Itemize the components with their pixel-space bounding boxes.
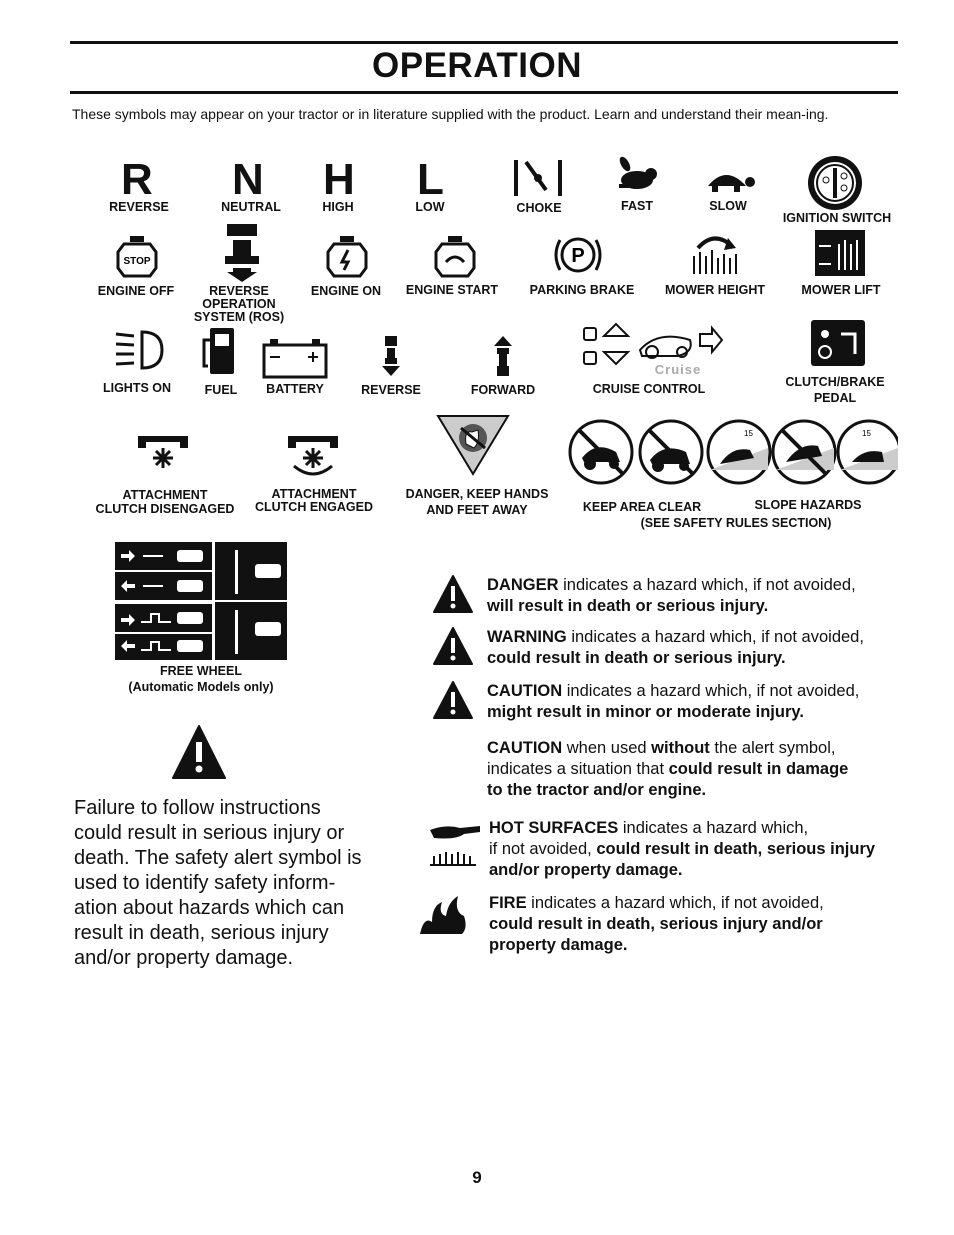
engine-off-label: ENGINE OFF	[97, 284, 175, 298]
attachment-engaged-label-1: ATTACHMENT	[271, 487, 357, 501]
safety-alert-icon	[171, 724, 227, 780]
rabbit-fast-icon	[613, 156, 661, 194]
attachment-clutch-engaged-icon	[284, 432, 342, 480]
mower-lift-label: MOWER LIFT	[801, 283, 881, 297]
engine-on-icon	[326, 234, 368, 280]
page-number: 9	[472, 1168, 482, 1187]
choke-icon	[512, 158, 566, 198]
fire-icon	[418, 894, 468, 936]
neutral-label: NEUTRAL	[221, 200, 281, 214]
warning-alert-icon	[432, 626, 474, 666]
danger-note: DANGER indicates a hazard which, if not avoided, will result in death or serious injury.	[487, 576, 856, 615]
ros-icon	[223, 220, 261, 284]
reverse-label: REVERSE	[109, 200, 169, 214]
free-wheel-label-2: (Automatic Models only)	[128, 680, 274, 694]
hot-surfaces-note: HOT SURFACES indicates a hazard which, if not avoided, could result in death, serious injury and/or property damage.	[489, 819, 876, 879]
fuel-icon	[200, 326, 240, 376]
ignition-switch-icon	[806, 154, 864, 212]
intro-text: These symbols may appear on your tractor or in literature supplied with the product. Learn and understand their mean-ing.	[72, 106, 829, 122]
battery-label: BATTERY	[266, 382, 324, 396]
parking-brake-label: PARKING BRAKE	[529, 283, 635, 297]
low-label: LOW	[415, 200, 445, 214]
cruise-control-label: CRUISE CONTROL	[592, 382, 706, 396]
svg-text:P: P	[571, 245, 585, 267]
warning-paragraph: Failure to follow instructions could result in serious injury or death. The safety alert symbol is used to identify safety inform-ation about hazards which can result in death, serious injury and/or property damage.	[74, 797, 362, 969]
slope-num-1: 15	[744, 429, 753, 438]
mower-height-label: MOWER HEIGHT	[665, 283, 765, 297]
page-title: OPERATION	[372, 46, 582, 85]
engine-start-label: ENGINE START	[405, 283, 499, 297]
reverse-arrow-label: REVERSE	[361, 383, 421, 397]
cruise-control-icon	[578, 322, 724, 378]
hot-surface-icon	[426, 822, 482, 868]
warning-note: WARNING indicates a hazard which, if not avoided, could result in death or serious injury.	[487, 628, 864, 667]
stop-text: STOP	[123, 256, 151, 267]
ros-label-3: SYSTEM (ROS)	[193, 310, 285, 324]
caution-no-symbol-note: CAUTION when used without the alert symbol, indicates a situation that could result in damage to the tractor and/or engine.	[487, 739, 849, 799]
danger-alert-icon	[432, 574, 474, 614]
attachment-clutch-disengaged-icon	[134, 432, 192, 472]
engine-start-icon	[434, 234, 476, 280]
danger-hands-label-2: AND FEET AWAY	[426, 503, 528, 517]
neutral-letter-icon: N	[232, 155, 264, 204]
choke-label: CHOKE	[516, 201, 562, 215]
title-underline	[70, 91, 898, 94]
lights-on-icon	[114, 328, 164, 372]
reverse-arrow-icon	[380, 334, 402, 378]
ros-label-2: OPERATION	[202, 297, 276, 311]
keep-area-clear-icon	[568, 418, 704, 486]
fire-note: FIRE indicates a hazard which, if not avoided, could result in death, serious injury and/or property damage.	[489, 894, 824, 954]
clutch-brake-label-1: CLUTCH/BRAKE	[785, 375, 885, 389]
see-safety-rules-label: (SEE SAFETY RULES SECTION)	[640, 516, 832, 530]
keep-hands-feet-away-icon	[436, 414, 510, 476]
keep-area-clear-label: KEEP AREA CLEAR	[582, 500, 702, 514]
engine-off-icon	[116, 234, 158, 280]
forward-arrow-icon	[492, 334, 514, 378]
caution-alert-icon	[432, 680, 474, 720]
mower-height-icon	[688, 228, 742, 276]
high-label: HIGH	[322, 200, 354, 214]
turtle-slow-icon	[700, 164, 756, 194]
mower-lift-icon	[815, 230, 865, 276]
fuel-label: FUEL	[204, 383, 238, 397]
battery-icon	[262, 339, 328, 379]
free-wheel-chart-icon	[115, 542, 287, 660]
engine-on-label: ENGINE ON	[310, 284, 382, 298]
clutch-brake-label-2: PEDAL	[813, 391, 857, 405]
high-letter-icon: H	[323, 155, 355, 204]
lights-on-label: LIGHTS ON	[102, 381, 172, 395]
top-rule	[70, 41, 898, 44]
slope-num-2: 15	[862, 429, 871, 438]
slow-label: SLOW	[709, 199, 747, 213]
reverse-letter-icon: R	[121, 155, 153, 204]
danger-hands-label-1: DANGER, KEEP HANDS	[405, 487, 549, 501]
slope-hazards-label: SLOPE HAZARDS	[754, 498, 862, 512]
caution-note: CAUTION indicates a hazard which, if not avoided, might result in minor or moderate injury.	[487, 682, 860, 721]
low-letter-icon: L	[417, 155, 444, 204]
clutch-brake-pedal-icon	[811, 320, 865, 366]
ros-label-1: REVERSE	[209, 284, 269, 298]
free-wheel-label-1: FREE WHEEL	[160, 664, 242, 678]
attachment-engaged-label-2: CLUTCH ENGAGED	[254, 500, 374, 514]
ignition-switch-label: IGNITION SWITCH	[782, 211, 892, 225]
attachment-disengaged-label-1: ATTACHMENT	[122, 488, 208, 502]
cruise-word: Cruise	[654, 362, 702, 377]
slope-hazards-icon	[706, 418, 898, 486]
attachment-disengaged-label-2: CLUTCH DISENGAGED	[95, 502, 235, 516]
forward-label: FORWARD	[470, 383, 536, 397]
parking-brake-icon	[552, 230, 604, 280]
fast-label: FAST	[621, 199, 653, 213]
